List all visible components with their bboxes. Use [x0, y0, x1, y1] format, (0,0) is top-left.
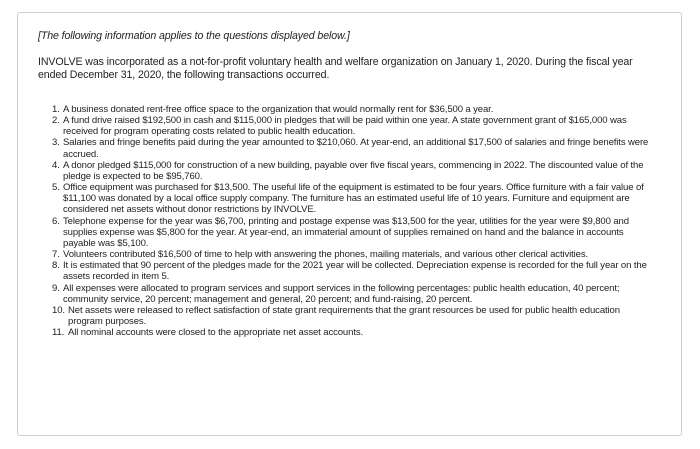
item-number: 9.	[52, 282, 60, 294]
item-number: 5.	[52, 182, 60, 194]
list-item	[52, 283, 657, 305]
list-item	[52, 260, 657, 282]
item-number: 6.	[52, 215, 60, 227]
list-item	[52, 327, 657, 338]
item-text: Volunteers contributed $16,500 of time to help with answering the phones, mailing materials, and various other clerical activities.	[63, 249, 589, 261]
intro-paragraph: INVOLVE was incorporated as a not-for-profit voluntary health and welfare organization on January 1, 2020. During the fiscal year ended December 31, 2020, the following transactions occurred.	[38, 56, 633, 81]
item-number: 11.	[52, 327, 65, 339]
list-item	[52, 104, 657, 115]
list-item	[52, 249, 657, 260]
item-text: A fund drive raised $192,500 in cash and $115,000 in pledges that will be paid within one year. A state government grant of $165,000 was received for program operating costs related to public health education.	[63, 115, 627, 138]
problem-card	[17, 12, 682, 436]
item-text: All nominal accounts were closed to the appropriate net asset accounts.	[68, 327, 364, 339]
item-number: 1.	[52, 104, 60, 115]
list-item	[52, 182, 657, 215]
item-number: 8.	[52, 260, 60, 272]
item-number: 7.	[52, 249, 60, 261]
item-text: It is estimated that 90 percent of the pledges made for the 2021 year will be collected. Depreciation expense is recorded for the full year on the assets recorded in item 5.	[63, 260, 647, 283]
item-number: 10.	[52, 304, 65, 316]
item-text: A business donated rent-free office space to the organization that would normally rent for $36,500 a year.	[63, 104, 494, 115]
item-number: 4.	[52, 159, 60, 171]
item-text: Net assets were released to reflect satisfaction of state grant requirements that the grant resources be used for public health education program purposes.	[68, 304, 620, 327]
list-item	[52, 216, 657, 249]
item-text: Office equipment was purchased for $13,500. The useful life of the equipment is estimated to be four years. Office furniture with a fair value of $11,100 was donated by a local office supply company. The furniture has an estimated useful life of 10 years. Furniture and equipment are considered net assets without donor restrictions by INVOLVE.	[63, 182, 644, 216]
item-text: Telephone expense for the year was $6,700, printing and postage expense was $13,500 for the year, utilities for the year were $9,800 and supplies expense was $5,800 for the year. At year-end, an immaterial amount of supplies remained on hand and the balance in accounts payable was $5,100.	[63, 215, 629, 249]
list-item	[52, 160, 657, 182]
item-text: All expenses were allocated to program services and support services in the following percentages: public health education, 40 percent; community service, 20 percent; management and general, 20 percent; and fund-raising, 20 percent.	[63, 282, 620, 305]
item-number: 2.	[52, 115, 60, 127]
item-number: 3.	[52, 137, 60, 149]
list-item	[52, 305, 657, 327]
list-item	[52, 115, 657, 137]
header-note: [The following information applies to the questions displayed below.]	[38, 30, 350, 42]
transaction-list	[52, 104, 657, 338]
item-text: A donor pledged $115,000 for construction of a new building, payable over five fiscal years, commencing in 2022. The discounted value of the pledge is expected to be $95,760.	[63, 159, 644, 182]
list-item	[52, 137, 657, 159]
item-text: Salaries and fringe benefits paid during the year amounted to $210,060. At year-end, an additional $17,500 of salaries and fringe benefits were accrued.	[63, 137, 649, 160]
